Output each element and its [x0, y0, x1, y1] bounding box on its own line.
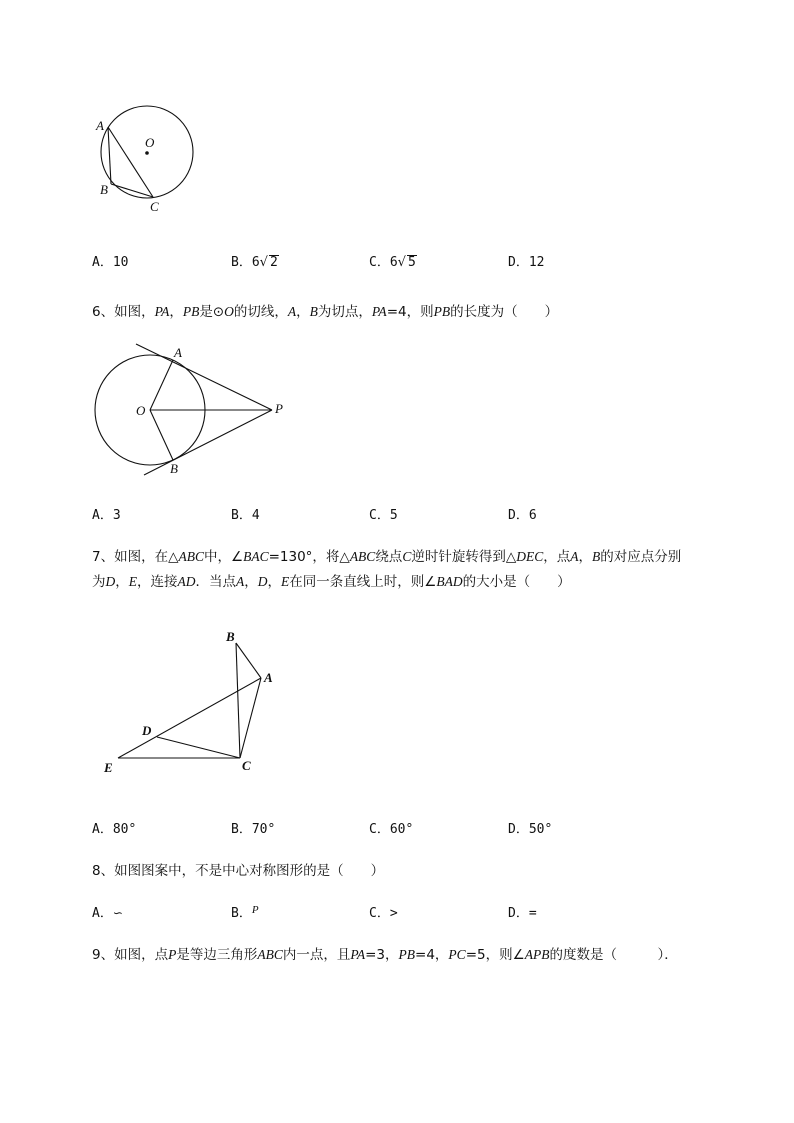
- segment-ac: [240, 678, 261, 758]
- q6-option-d[interactable]: D．6: [508, 508, 537, 523]
- label-o: O: [145, 135, 155, 150]
- q7-option-b[interactable]: B．70°: [231, 822, 276, 837]
- q9-question: 9、如图，点P是等边三角形ABC内一点，且PA=3，PB=4，PC=5，则∠APB的度数是（ ）．: [92, 947, 678, 963]
- label-a: A: [264, 670, 273, 685]
- label-a: A: [96, 118, 104, 133]
- q8-option-a[interactable]: A．∽: [92, 906, 123, 921]
- label-o: O: [136, 403, 146, 418]
- label-b: B: [226, 629, 235, 644]
- q5-option-c-root: 5: [407, 255, 416, 270]
- q6-option-a[interactable]: A．3: [92, 508, 121, 523]
- segment-ab: [108, 127, 111, 184]
- q8-symbol-b: P: [251, 904, 259, 916]
- circle-figure-q5: [92, 100, 202, 220]
- q6-question: 6、如图，PA，PB是⊙O的切线，A，B为切点，PA=4，则PB的长度为（ ）: [92, 304, 559, 320]
- q5-option-a[interactable]: A．10: [92, 255, 129, 270]
- q5-option-b[interactable]: B．6√ 2: [231, 255, 278, 270]
- q8-symbol-d: =: [528, 906, 537, 921]
- segment-bc: [236, 643, 240, 758]
- q8-option-d[interactable]: D．=: [508, 906, 537, 921]
- q5-option-d[interactable]: D．12: [508, 255, 545, 270]
- q7-option-a[interactable]: A．80°: [92, 822, 137, 837]
- label-c: C: [242, 758, 251, 773]
- q7-question-line2: 为D，E，连接AD．当点A，D，E在同一条直线上时，则∠BAD的大小是（ ）: [92, 574, 571, 590]
- q8-option-b[interactable]: B．$^P$: [231, 904, 259, 921]
- q6-option-b[interactable]: B．4: [231, 508, 260, 523]
- q8-symbol-c: >: [389, 906, 398, 921]
- rotation-figure-q7: [100, 625, 290, 775]
- tangent-figure-q6: [92, 340, 302, 480]
- q8-option-c[interactable]: C．>: [369, 906, 398, 921]
- q5-option-b-prefix: B．6: [231, 255, 260, 270]
- q7-question-line1: 7、如图，在△ABC中，∠BAC=130°，将△ABC绕点C逆时针旋转得到△DEC，点A，B的对应点分别: [92, 549, 682, 565]
- q7-option-c[interactable]: C．60°: [369, 822, 414, 837]
- label-d: D: [142, 723, 152, 738]
- label-p: P: [275, 401, 283, 416]
- q8-question: 8、如图图案中，不是中心对称图形的是（ ）: [92, 863, 385, 879]
- segment-ba: [236, 643, 261, 678]
- label-b: B: [170, 461, 178, 476]
- radius-oa: [150, 360, 173, 410]
- center-dot: [145, 151, 149, 155]
- q5-option-c-prefix: C．6: [369, 255, 398, 270]
- segment-dc: [157, 737, 240, 758]
- radius-ob: [150, 410, 173, 460]
- q5-option-c[interactable]: C．6√ 5: [369, 255, 416, 270]
- q6-option-c[interactable]: C．5: [369, 508, 398, 523]
- label-a: A: [174, 345, 182, 360]
- label-e: E: [104, 760, 113, 775]
- q8-symbol-a: ∽: [112, 906, 123, 920]
- label-c: C: [150, 199, 159, 214]
- label-b: B: [100, 182, 108, 197]
- q5-option-b-root: 2: [269, 255, 278, 270]
- tangent-pb: [144, 410, 272, 475]
- q7-option-d[interactable]: D．50°: [508, 822, 553, 837]
